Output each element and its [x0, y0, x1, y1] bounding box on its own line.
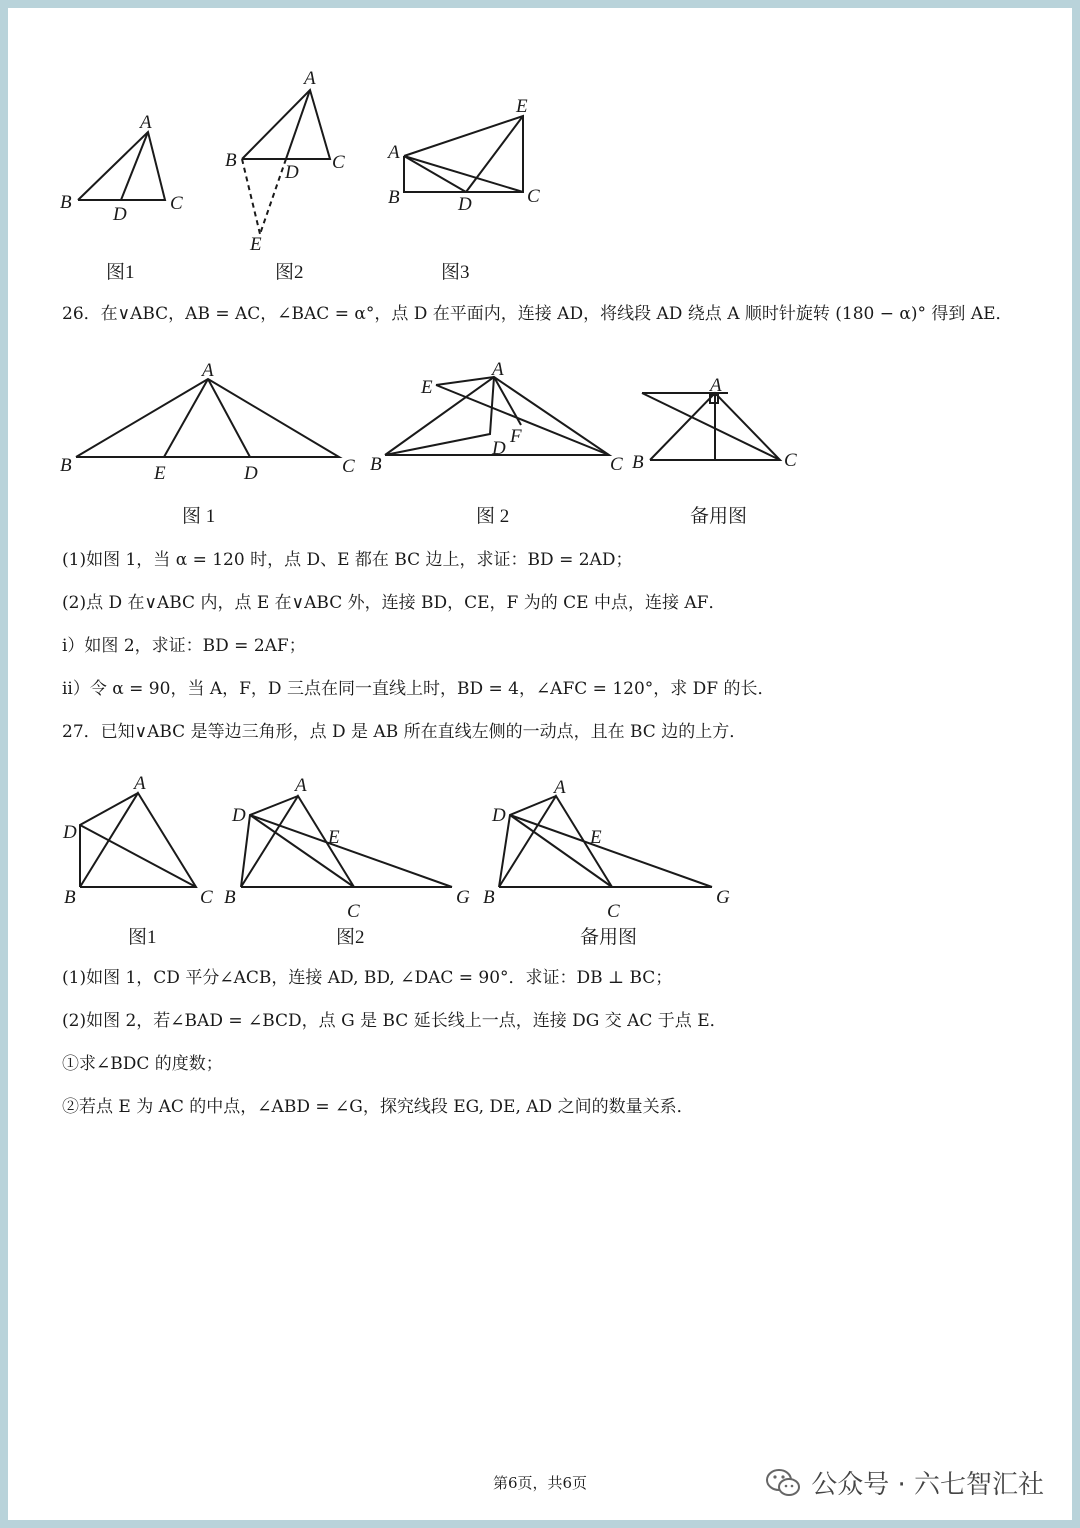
q25-fig2-label-C: C: [332, 152, 345, 173]
q25-fig2-caption: 图2: [275, 262, 304, 283]
q26-fig1-label-E: E: [154, 463, 166, 484]
q27-stem: 27．已知∨ABC 是等边三角形，点 D 是 AB 所在直线左侧的一动点，且在 BC 边的上方．: [62, 722, 747, 742]
q26-figures: [8, 348, 1072, 528]
q26-fig2-label-D: D: [492, 438, 506, 459]
q27-figures: [8, 763, 1072, 963]
q27-fig2-caption: 图2: [336, 927, 365, 948]
q26-fig1-label-B: B: [60, 455, 72, 476]
q27-fig3-label-A: A: [554, 777, 566, 798]
q25-fig3-label-E: E: [516, 96, 528, 117]
q26-fig3-caption: 备用图: [690, 506, 748, 527]
q27-fig3-label-C: C: [607, 901, 620, 922]
q26-fig3-label-C: C: [784, 450, 797, 471]
q27-fig1-label-A: A: [134, 773, 146, 794]
q27-fig3-label-D: D: [492, 805, 506, 826]
q27-fig1-label-D: D: [63, 822, 77, 843]
q25-figures: [8, 8, 1072, 298]
q27-fig2-label-C: C: [347, 901, 360, 922]
watermark-text: 公众号 · 六七智汇社: [811, 1470, 1044, 1500]
q25-fig1-label-A: A: [140, 112, 152, 133]
q27-part1: (1)如图 1，CD 平分∠ACB，连接 AD, BD, ∠DAC = 90°．求证：DB ⊥ BC；: [62, 968, 673, 988]
q27-fig2: [241, 796, 452, 887]
q26-fig3-label-A: A: [710, 375, 722, 396]
q25-fig3-label-C: C: [527, 186, 540, 207]
q25-fig3: [404, 116, 523, 192]
page-number: 第6页，共6页: [492, 1474, 588, 1492]
q26-part2-i: i）如图 2，求证：BD = 2AF；: [62, 636, 306, 656]
q26-part1: (1)如图 1，当 α = 120 时，点 D、E 都在 BC 边上，求证：BD = 2AD；: [62, 550, 633, 570]
q27-part2-1: ①求∠BDC 的度数；: [62, 1054, 223, 1074]
q26-fig1: [76, 379, 339, 457]
q25-fig3-label-A: A: [388, 142, 400, 163]
q27-part2: (2)如图 2，若∠BAD = ∠BCD，点 G 是 BC 延长线上一点，连接 DG 交 AC 于点 E．: [62, 1011, 727, 1031]
q27-fig3-label-E: E: [590, 827, 602, 848]
q25-fig3-label-B: B: [388, 187, 400, 208]
q27-fig3: [499, 796, 712, 887]
q26-fig2-label-A: A: [492, 359, 504, 380]
q25-fig3-label-D: D: [458, 194, 472, 215]
q25-fig1-label-C: C: [170, 193, 183, 214]
q26-fig2-label-E: E: [421, 377, 433, 398]
q27-fig2-label-E: E: [328, 827, 340, 848]
q25-fig2-label-E: E: [250, 234, 262, 255]
q25-fig3-caption: 图3: [441, 262, 470, 283]
q27-fig1-caption: 图1: [128, 927, 157, 948]
q25-fig1-caption: 图1: [106, 262, 135, 283]
watermark: [765, 1464, 1044, 1501]
q26-fig1-caption: 图 1: [182, 506, 216, 527]
q27-fig1-label-B: B: [64, 887, 76, 908]
q27-fig2-label-B: B: [224, 887, 236, 908]
q26-part2: (2)点 D 在∨ABC 内，点 E 在∨ABC 外，连接 BD，CE，F 为的 CE 中点，连接 AF．: [62, 593, 726, 613]
q25-fig1-label-B: B: [60, 192, 72, 213]
q26-fig2-caption: 图 2: [476, 506, 510, 527]
q26-fig2-label-C: C: [610, 454, 623, 475]
q25-fig2-label-B: B: [225, 150, 237, 171]
q26-part2-ii: ii）令 α = 90，当 A，F，D 三点在同一直线上时，BD = 4，∠AFC = 120°，求 DF 的长．: [62, 679, 775, 699]
q26-fig3-label-B: B: [632, 452, 644, 473]
q27-fig1: [80, 793, 196, 887]
q27-fig3-caption: 备用图: [580, 927, 638, 948]
q27-fig3-label-B: B: [483, 887, 495, 908]
q27-fig3-label-G: G: [716, 887, 730, 908]
q26-stem: 26．在∨ABC，AB = AC，∠BAC = α°，点 D 在平面内，连接 AD，将线段 AD 绕点 A 顺时针旋转 (180 − α)° 得到 AE．: [62, 304, 1013, 324]
q26-fig2-label-B: B: [370, 454, 382, 475]
q27-fig1-label-C: C: [200, 887, 213, 908]
q25-fig1: [78, 132, 165, 200]
q27-fig2-label-G: G: [456, 887, 470, 908]
q27-fig2-label-A: A: [295, 775, 307, 796]
wechat-icon: [765, 1468, 801, 1498]
q26-fig2-label-F: F: [510, 426, 522, 447]
q27-part2-2: ②若点 E 为 AC 的中点，∠ABD = ∠G，探究线段 EG, DE, AD 之间的数量关系．: [62, 1097, 694, 1117]
q25-fig2-label-D: D: [285, 162, 299, 183]
q26-fig1-label-D: D: [244, 463, 258, 484]
document-page: [8, 8, 1072, 1520]
q26-fig1-label-A: A: [202, 360, 214, 381]
q26-fig3: [642, 393, 780, 460]
q26-fig1-label-C: C: [342, 456, 355, 477]
q25-fig1-label-D: D: [113, 204, 127, 225]
q25-fig2-label-A: A: [304, 68, 316, 89]
q27-fig2-label-D: D: [232, 805, 246, 826]
